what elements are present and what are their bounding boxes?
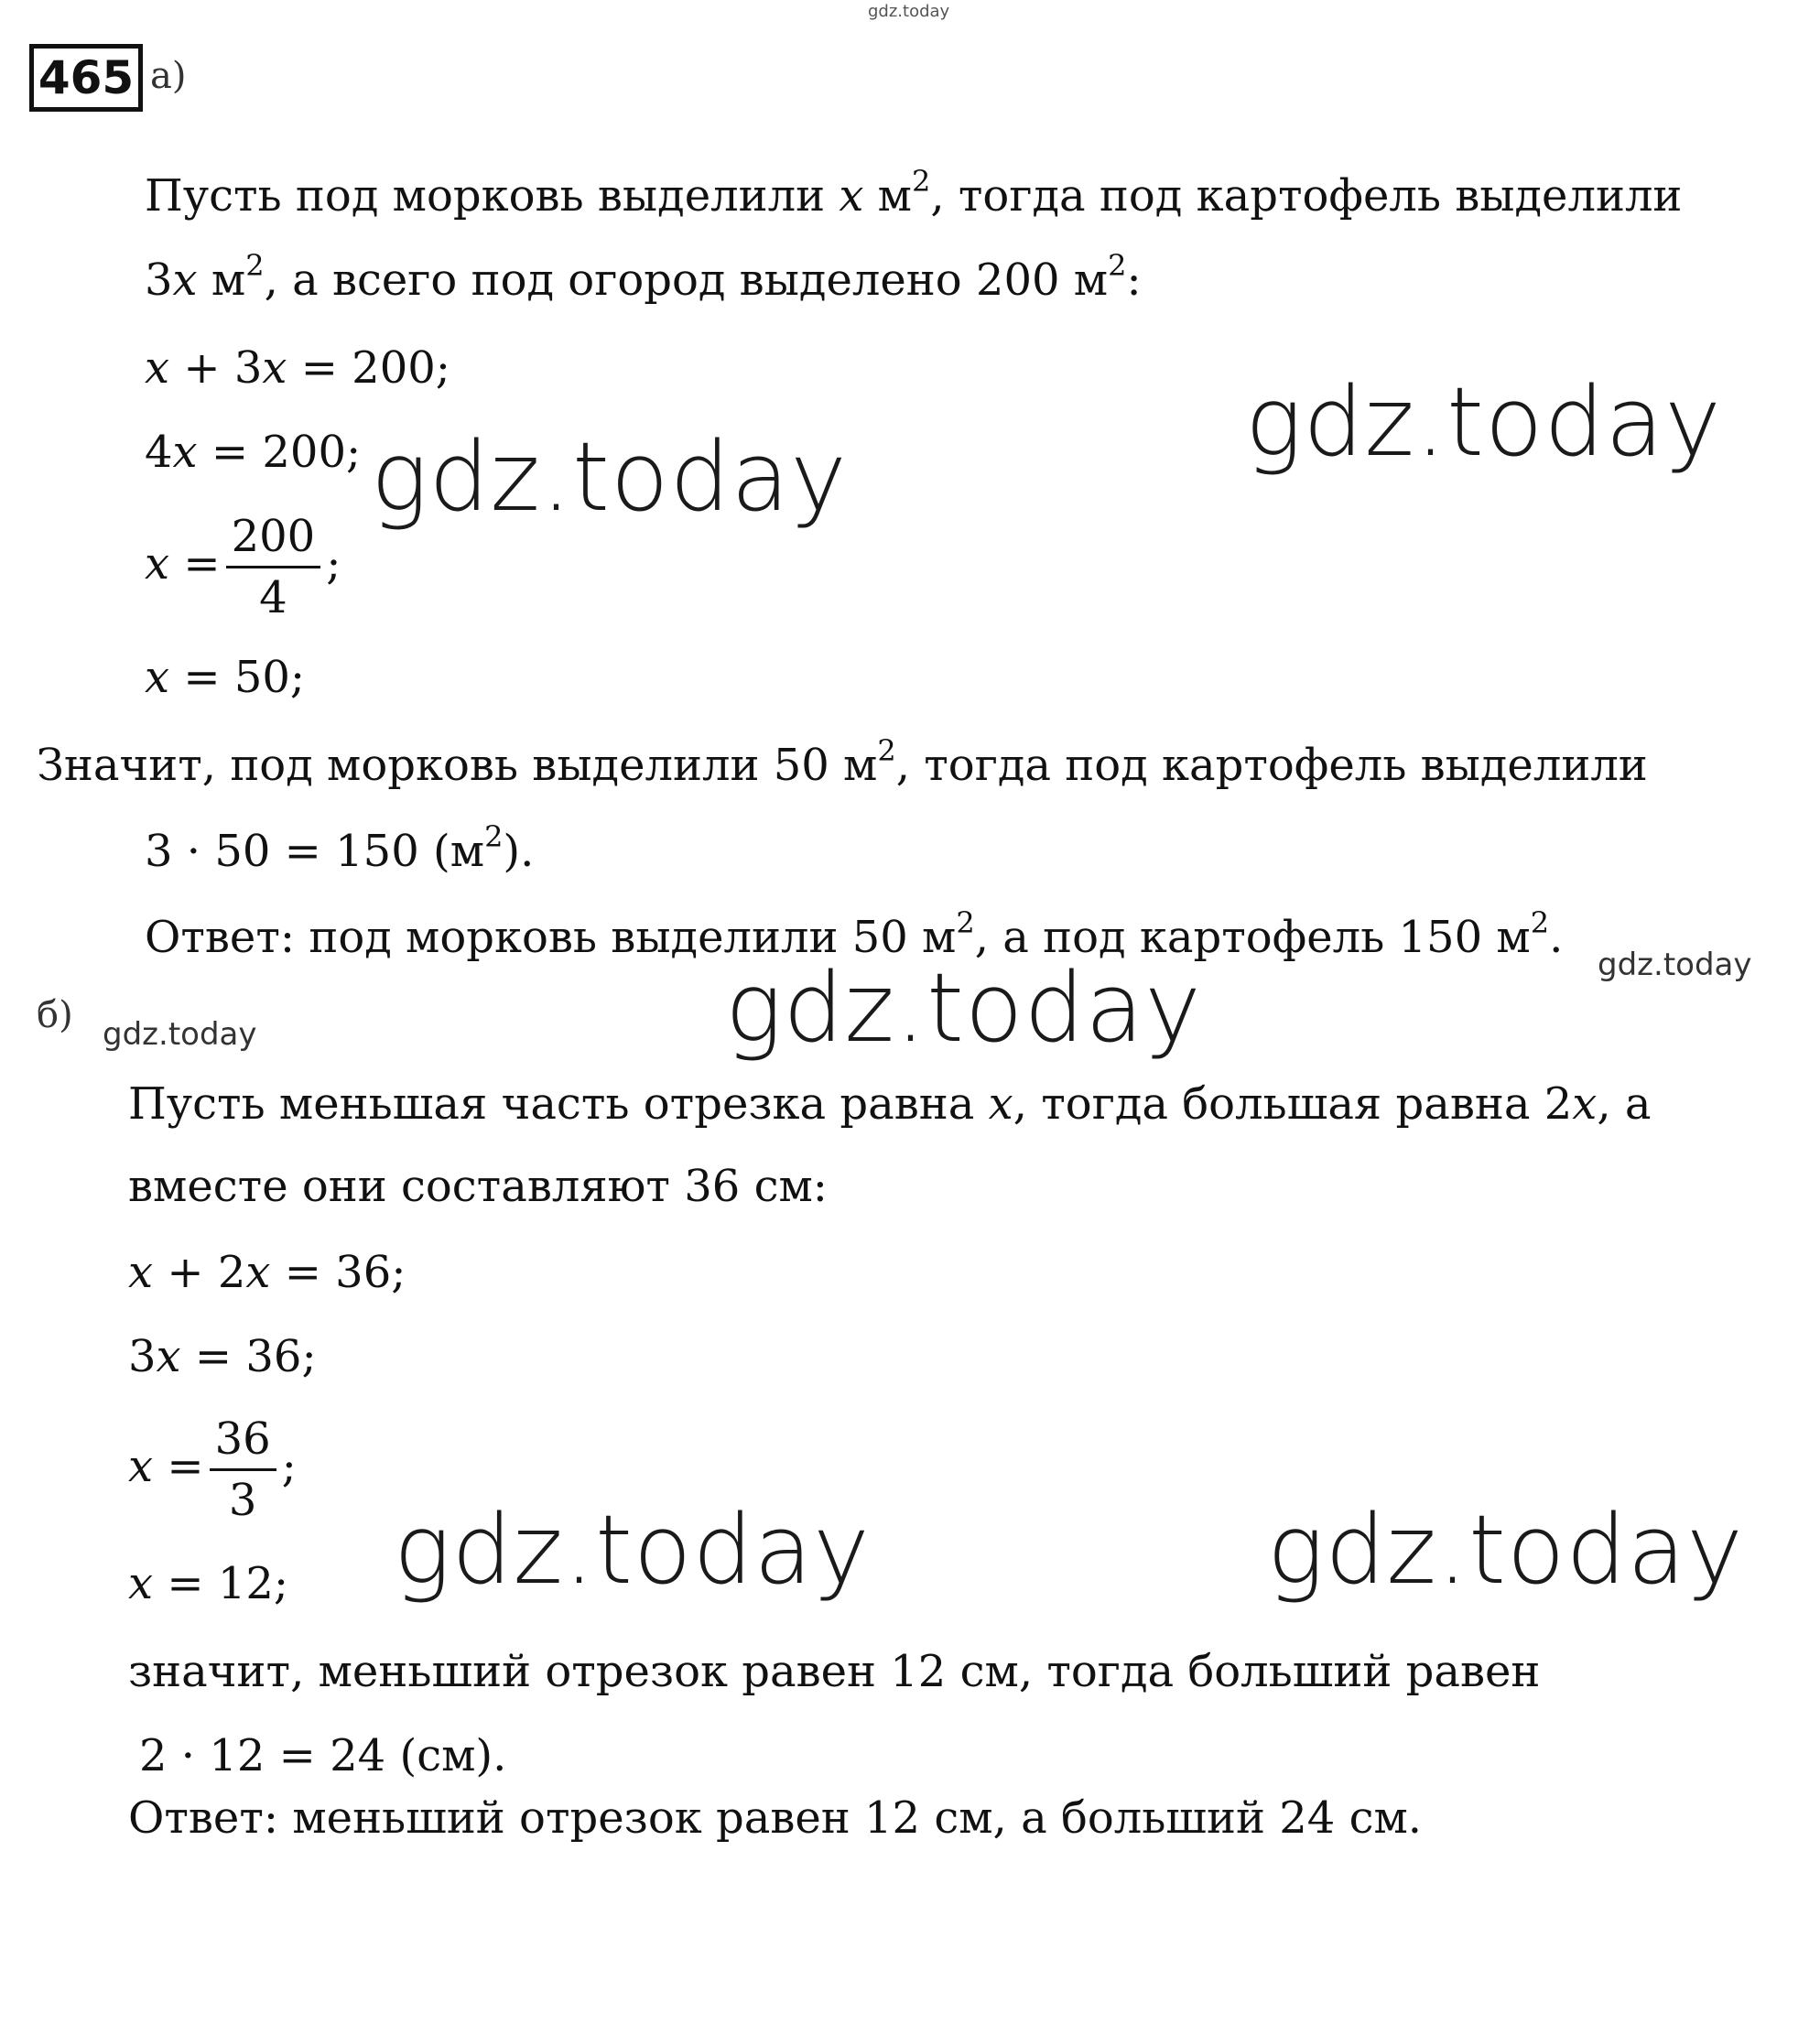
part-b-line-2: вместе они составляют 36 см: [128,1161,828,1212]
watermark-top: gdz.today [868,2,950,21]
part-a-label: а) [150,55,187,97]
part-b-label: б) [37,994,73,1036]
part-b-line-1: Пусть меньшая часть отрезка равна x, тогда большая равна 2x, а [128,1078,1652,1130]
part-a-answer: Ответ: под морковь выделили 50 $м^2$, а под картофель 150 $м^2$. [145,905,1564,963]
watermark-6: gdz.today [394,1494,871,1606]
part-b-conclusion-2: 2 · 12 = 24 (см). [139,1730,507,1781]
watermark-4: gdz.today [725,952,1202,1064]
fraction-200-over-4: $\frac{200}{4}$ [226,507,321,627]
part-a-equation-3: x = $\frac{200}{4}$ ; [145,507,341,627]
part-a-equation-4: x = 50; [145,652,306,703]
part-b-equation-3: x = $\frac{36}{3}$ ; [128,1410,297,1530]
part-b-equation-4: x = 12; [128,1558,289,1609]
part-a-line-2: 3x $м^2$, а всего под огород выделено 200 $м^2$: [145,248,1142,306]
part-b-answer: Ответ: меньший отрезок равен 12 см, а больший 24 см. [128,1792,1423,1844]
watermark-5: gdz.today [103,1016,257,1053]
watermark-3: gdz.today [1598,947,1752,983]
part-a-equation-2: 4x = 200; [145,427,362,478]
part-b-equation-2: 3x = 36; [128,1331,317,1382]
part-a-line-1: Пусть под морковь выделили x $м^2$, тогда под картофель выделили [145,164,1683,222]
part-b-equation-1: x + 2x = 36; [128,1247,406,1298]
part-b-conclusion-1: значит, меньший отрезок равен 12 см, тогда больший равен [128,1646,1541,1697]
watermark-7: gdz.today [1267,1494,1744,1606]
part-a-equation-1: x + 3x = 200; [145,342,450,394]
watermark-1: gdz.today [1245,366,1722,478]
watermark-2: gdz.today [371,421,848,533]
fraction-36-over-3: $\frac{36}{3}$ [210,1410,276,1530]
part-a-conclusion-2: 3 · 50 = 150 $(м^2)$. [145,819,535,877]
part-a-conclusion-1: Значит, под морковь выделили 50 $м^2$, тогда под картофель выделили [37,733,1648,791]
problem-number: 465 [29,44,143,112]
